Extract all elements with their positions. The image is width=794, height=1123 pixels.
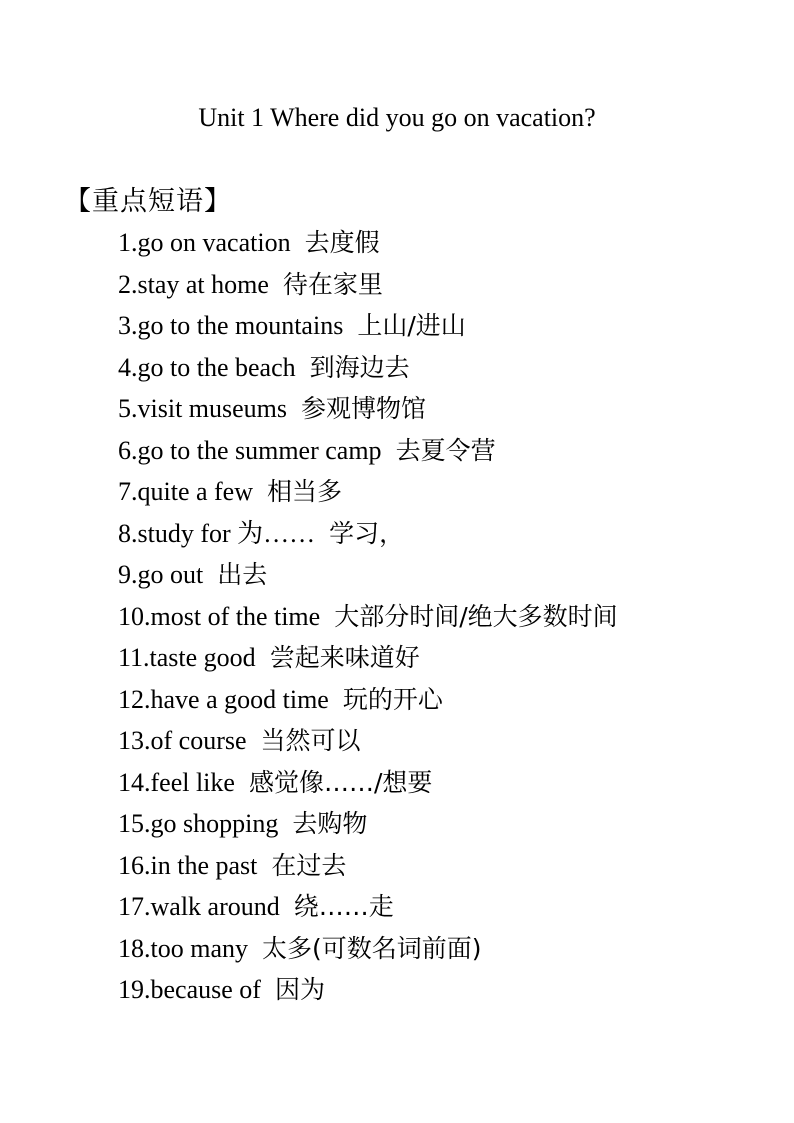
list-item <box>118 349 618 391</box>
list-item <box>118 681 618 723</box>
phrase-english: 16.in the past <box>118 850 258 880</box>
list-item <box>118 473 618 515</box>
phrase-chinese: 绕……走 <box>293 892 394 921</box>
phrase-english: 8.study for 为…… <box>118 518 316 548</box>
list-item <box>118 266 618 308</box>
list-item <box>118 390 618 432</box>
phrase-chinese: 到海边去 <box>309 352 410 382</box>
phrase-english: 19.because of <box>118 975 261 1004</box>
phrase-chinese: 太多(可数名词前面) <box>262 933 482 963</box>
phrase-english: 13.of course <box>118 726 247 755</box>
list-item <box>118 307 618 349</box>
phrase-chinese: 待在家里 <box>282 269 383 299</box>
list-item <box>118 805 618 847</box>
phrase-chinese: 尝起来味道好 <box>269 643 420 672</box>
phrase-english: 4.go to the beach <box>118 352 296 382</box>
phrase-english: 5.visit museums <box>118 394 288 423</box>
phrase-english: 17.walk around <box>118 892 280 921</box>
list-item <box>118 930 618 972</box>
page-title-text: Unit 1 Where did you go on vacation? <box>198 103 596 132</box>
phrase-english: 1.go on vacation <box>118 228 291 257</box>
phrase-english: 14.feel like <box>118 767 235 797</box>
page-title <box>0 100 794 136</box>
phrase-chinese: 去购物 <box>292 809 368 838</box>
phrase-english: 9.go out <box>118 560 204 589</box>
phrase-english: 12.have a good time <box>118 684 329 714</box>
phrase-chinese: 相当多 <box>267 477 343 506</box>
phrase-english: 6.go to the summer camp <box>118 435 382 465</box>
phrase-chinese: 玩的开心 <box>342 684 443 714</box>
phrase-english: 11.taste good <box>118 643 256 672</box>
phrase-english: 10.most of the time <box>118 601 321 631</box>
phrase-english: 3.go to the mountains <box>118 311 344 340</box>
phrase-chinese: 感觉像……/想要 <box>248 767 433 797</box>
list-item <box>118 764 618 806</box>
phrase-english: 2.stay at home <box>118 269 269 299</box>
phrase-chinese: 当然可以 <box>260 726 361 755</box>
list-item <box>118 432 618 474</box>
phrase-chinese: 出去 <box>217 560 268 589</box>
phrase-chinese: 在过去 <box>271 850 347 880</box>
list-item <box>118 598 618 640</box>
phrase-chinese: 参观博物馆 <box>301 394 427 423</box>
phrase-chinese: 学习， <box>329 518 405 548</box>
phrase-list <box>118 224 618 1013</box>
list-item <box>118 224 618 266</box>
list-item <box>118 847 618 889</box>
list-item <box>118 888 618 930</box>
list-item <box>118 971 618 1013</box>
list-item <box>118 639 618 681</box>
phrase-chinese: 因为 <box>274 975 325 1004</box>
phrase-chinese: 去夏令营 <box>395 435 496 465</box>
phrase-chinese: 上山/进山 <box>357 311 466 340</box>
list-item <box>118 722 618 764</box>
list-item <box>118 556 618 598</box>
phrase-english: 7.quite a few <box>118 477 254 506</box>
section-heading: 【重点短语】 <box>64 186 232 217</box>
phrase-chinese: 大部分时间/绝大多数时间 <box>334 601 618 631</box>
phrase-english: 18.too many <box>118 933 248 963</box>
phrase-english: 15.go shopping <box>118 809 279 838</box>
list-item <box>118 515 618 557</box>
phrase-chinese: 去度假 <box>304 228 380 257</box>
